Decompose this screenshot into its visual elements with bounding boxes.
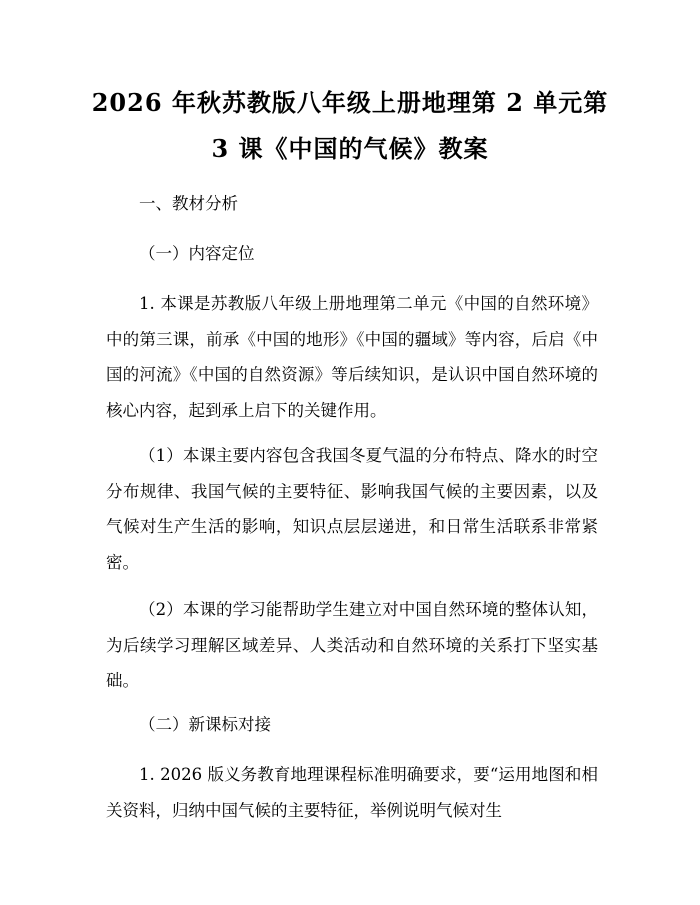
subsection-heading-content-positioning: （一）内容定位 (139, 244, 255, 263)
paragraph-3: （2）本课的学习能帮助学生建立对中国自然环境的整体认知，为后续学习理解区域差异、人类活动和自然环境的关系打下坚实基础。 (106, 600, 598, 690)
subsection-heading-curriculum-standard: （二）新课标对接 (139, 715, 271, 734)
document-title-line-1: 2026 年秋苏教版八年级上册地理第 2 单元第 (91, 88, 609, 117)
document-title-line-2: 3 课《中国的气候》教案 (211, 134, 489, 163)
section-heading-textbook-analysis: 一、教材分析 (139, 194, 238, 213)
paragraph-2: （1）本课主要内容包含我国冬夏气温的分布特点、降水的时空分布规律、我国气候的主要特征、影响我国气候的主要因素，以及气候对生产生活的影响，知识点层层递进，和日常生活联系非常紧密。 (106, 446, 598, 572)
paragraph-4: 1. 2026 版义务教育地理课程标准明确要求，要“运用地图和相关资料，归纳中国气候的主要特征，举例说明气候对生 (106, 765, 598, 820)
paragraph-1: 1. 本课是苏教版八年级上册地理第二单元《中国的自然环境》中的第三课，前承《中国的地形》《中国的疆域》等内容，后启《中国的河流》《中国的自然资源》等后续知识，是认识中国自然环境的核心内容，起到承上启下的关键作用。 (106, 294, 598, 420)
